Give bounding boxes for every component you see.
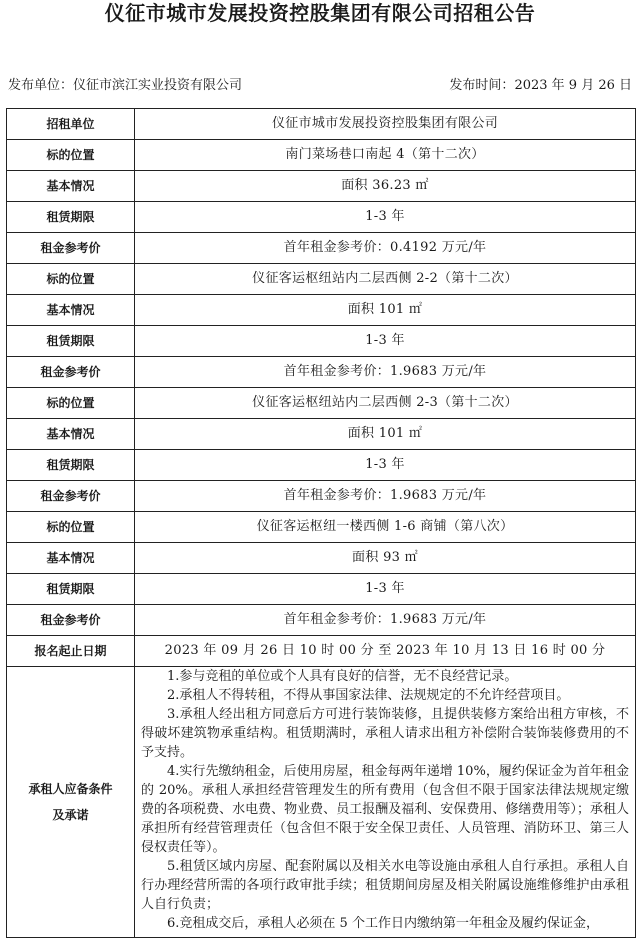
table-row: [7, 109, 636, 140]
row-label: 租赁期限: [7, 326, 135, 357]
publish-time: 2023 年 9 月 26 日: [514, 78, 632, 93]
terms-label-line1: 承租人应备条件: [28, 782, 113, 796]
row-label: 租赁期限: [7, 574, 135, 605]
terms-body: [135, 667, 636, 938]
table-row: [7, 419, 636, 450]
terms-item: 2.承租人不得转租，不得从事国家法律、法规规定的不允许经营项目。: [167, 688, 570, 703]
table-row: [7, 295, 636, 326]
table-row: [7, 574, 636, 605]
row-value: 首年租金参考价：0.4192 万元/年: [135, 233, 636, 264]
table-row: [7, 450, 636, 481]
row-label: 租赁期限: [7, 450, 135, 481]
publish-time-info: [449, 76, 632, 96]
terms-item: 4.实行先缴纳租金，后使用房屋，租金每两年递增 10%，履约保证金为首年租金的 20%。承租人承担经营管理发生的所有费用（包含但不限于国家法律法规规定缴费的各项税费、水电费、物业费、员工报酬及福利、安保费用、修缮费用等）；承租人承担所有经营管理责任（包含但不限于安全保卫责任、人员管理、消防环卫、第三人侵权责任等）。: [141, 764, 629, 855]
row-label: 基本情况: [7, 171, 135, 202]
row-value: 面积 101 ㎡: [135, 419, 636, 450]
row-value: 面积 101 ㎡: [135, 295, 636, 326]
page-title: 仪征市城市发展投资控股集团有限公司招租公告: [104, 1, 536, 25]
table-row: [7, 233, 636, 264]
table-row: [7, 388, 636, 419]
table-row: [7, 202, 636, 233]
table-row: [7, 512, 636, 543]
terms-label: [7, 667, 135, 938]
row-value: 1-3 年: [135, 450, 636, 481]
row-label: 标的位置: [7, 140, 135, 171]
row-label: 租赁期限: [7, 202, 135, 233]
publish-time-label: 发布时间：: [449, 78, 515, 93]
row-label: 基本情况: [7, 543, 135, 574]
row-value: 仪征客运枢纽站内二层西侧 2-2（第十二次）: [135, 264, 636, 295]
row-value: 仪征客运枢纽一楼西侧 1-6 商铺（第八次）: [135, 512, 636, 543]
row-value: 仪征市城市发展投资控股集团有限公司: [135, 109, 636, 140]
publisher-info: [8, 76, 242, 96]
row-label: 租金参考价: [7, 233, 135, 264]
row-value: 首年租金参考价：1.9683 万元/年: [135, 605, 636, 636]
row-label: 基本情况: [7, 419, 135, 450]
table-row: [7, 481, 636, 512]
terms-item: 6.竞租成交后，承租人必须在 5 个工作日内缴纳第一年租金及履约保证金，: [167, 916, 599, 931]
row-label: 标的位置: [7, 512, 135, 543]
row-label: 租金参考价: [7, 357, 135, 388]
row-value: 面积 93 ㎡: [135, 543, 636, 574]
row-value: 面积 36.23 ㎡: [135, 171, 636, 202]
row-label: 招租单位: [7, 109, 135, 140]
row-label: 标的位置: [7, 264, 135, 295]
notice-table: [6, 108, 636, 938]
table-row: [7, 605, 636, 636]
row-label: 报名起止日期: [7, 636, 135, 667]
row-label: 标的位置: [7, 388, 135, 419]
table-row: [7, 543, 636, 574]
table-row: [7, 326, 636, 357]
row-value: 1-3 年: [135, 574, 636, 605]
row-label: 基本情况: [7, 295, 135, 326]
row-value: 1-3 年: [135, 326, 636, 357]
notice-meta: [8, 76, 632, 96]
row-value: 首年租金参考价：1.9683 万元/年: [135, 481, 636, 512]
row-label: 租金参考价: [7, 605, 135, 636]
table-row: [7, 171, 636, 202]
table-row: [7, 357, 636, 388]
row-value: 2023 年 09 月 26 日 10 时 00 分 至 2023 年 10 月 13 日 16 时 00 分: [135, 636, 636, 667]
terms-label-line2: 及承诺: [52, 808, 89, 822]
row-value: 仪征客运枢纽站内二层西侧 2-3（第十二次）: [135, 388, 636, 419]
row-label: 租金参考价: [7, 481, 135, 512]
terms-item: 5.租赁区域内房屋、配套附属以及相关水电等设施由承租人自行承担。承租人自行办理经营所需的各项行政审批手续；租赁期间房屋及相关附属设施维修维护由承租人自行负责；: [141, 859, 629, 912]
row-value: 首年租金参考价：1.9683 万元/年: [135, 357, 636, 388]
table-row: [7, 264, 636, 295]
terms-item: 3.承租人经出租方同意后方可进行装饰装修，且提供装修方案给出租方审核，不得破坏建筑物承重结构。租赁期满时，承租人请求出租方补偿附合装饰装修费用的不予支持。: [141, 707, 629, 760]
row-value: 南门菜场巷口南起 4（第十二次）: [135, 140, 636, 171]
publisher-label: 发布单位：: [8, 78, 74, 93]
terms-list: [141, 667, 629, 937]
row-value: 1-3 年: [135, 202, 636, 233]
table-row: [7, 636, 636, 667]
terms-row: [7, 667, 636, 938]
publisher-name: 仪征市滨江实业投资有限公司: [73, 78, 243, 93]
table-row: [7, 140, 636, 171]
terms-item: 1.参与竞租的单位或个人具有良好的信誉，无不良经营记录。: [167, 669, 518, 684]
